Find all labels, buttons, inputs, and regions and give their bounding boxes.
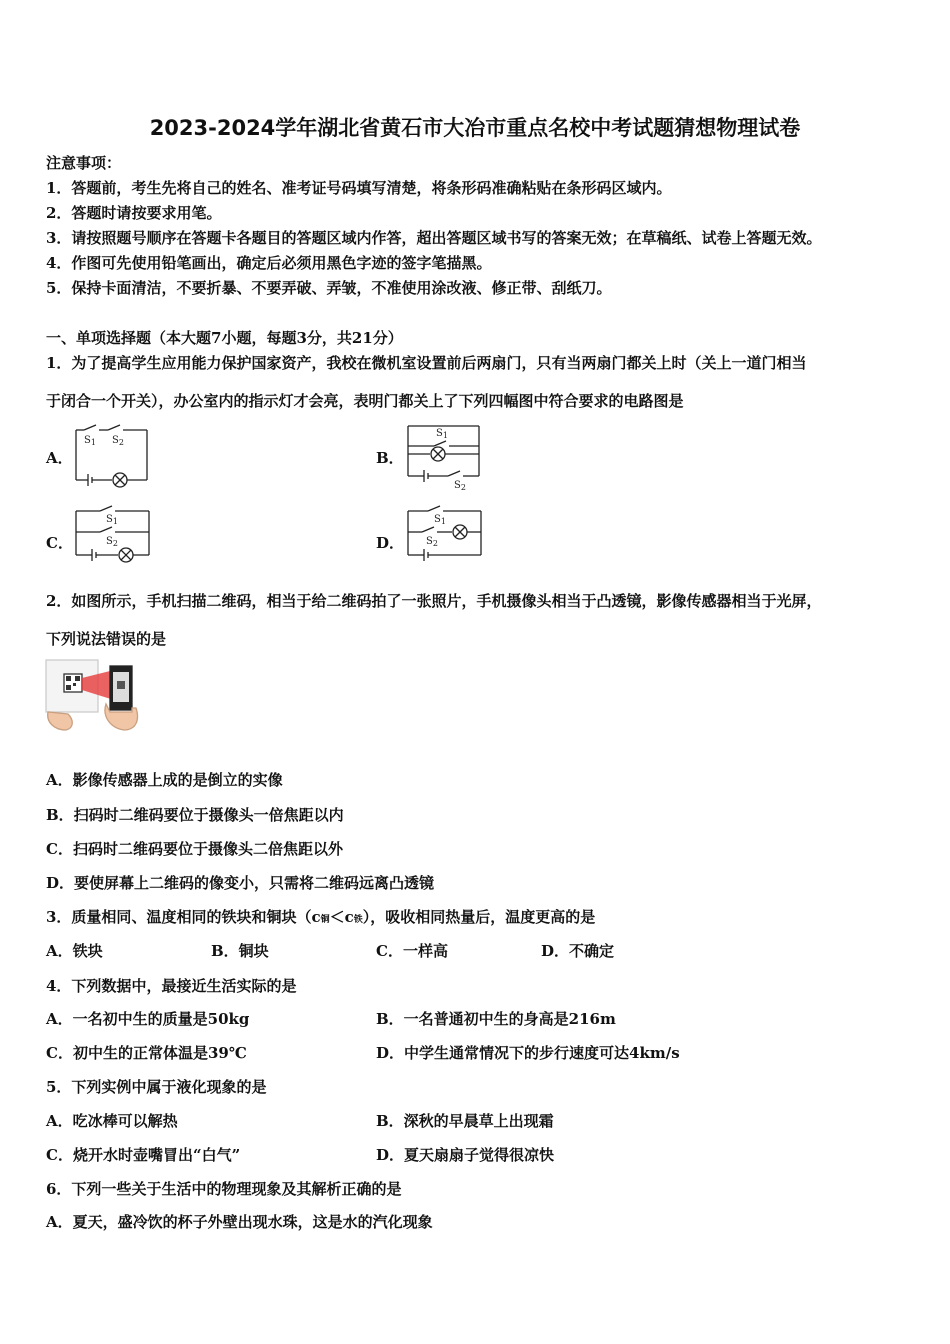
- section-heading: 一、单项选择题（本大题7小题，每题3分，共21分）: [46, 329, 403, 347]
- q2-option-a: A．影像传感器上成的是倒立的实像: [46, 771, 283, 789]
- q5-option-d: D．夏天扇扇子觉得很凉快: [376, 1146, 555, 1164]
- q1-stem-line2: 于闭合一个开关），办公室内的指示灯才会亮，表明门都关上了下列四幅图中符合要求的电路图是: [46, 392, 684, 410]
- q6-stem: 6．下列一些关于生活中的物理现象及其解析正确的是: [46, 1180, 402, 1198]
- q3-option-a: A．铁块: [46, 942, 103, 960]
- q1-option-d-label: D．: [376, 534, 405, 552]
- q2-option-b: B．扫码时二维码要位于摄像头一倍焦距以内: [46, 806, 344, 824]
- notice-item: 3．请按照题号顺序在答题卡各题目的答题区域内作答，超出答题区域书写的答案无效；在草稿纸、试卷上答题无效。: [46, 229, 822, 247]
- q4-option-b: B．一名普通初中生的身高是216m: [376, 1010, 616, 1028]
- q2-option-c: C．扫码时二维码要位于摄像头二倍焦距以外: [46, 840, 343, 858]
- notice-heading: 注意事项：: [46, 154, 122, 172]
- q2-stem-line1: 2．如图所示，手机扫描二维码，相当于给二维码拍了一张照片，手机摄像头相当于凸透镜，影像传感器相当于光屏，: [46, 592, 822, 610]
- switch-s1-label: $S_1$: [84, 435, 96, 447]
- q2-stem-line2: 下列说法错误的是: [46, 630, 167, 648]
- switch-s1-label: $S_1$: [106, 514, 118, 526]
- qr-scan-illustration: [44, 656, 144, 734]
- q5-option-c: C．烧开水时壶嘴冒出“白气”: [46, 1146, 241, 1164]
- q3-option-b: B．铜块: [211, 942, 269, 960]
- q2-option-d: D．要使屏幕上二维码的像变小，只需将二维码远离凸透镜: [46, 874, 435, 892]
- page-title: 2023-2024学年湖北省黄石市大冶市重点名校中考试题猜想物理试卷: [149, 116, 801, 140]
- q5-stem: 5．下列实例中属于液化现象的是: [46, 1078, 267, 1096]
- q4-option-d: D．中学生通常情况下的步行速度可达4km/s: [376, 1044, 680, 1062]
- notice-item: 2．答题时请按要求用笔。: [46, 204, 222, 222]
- circuit-diagram-d: [404, 505, 486, 567]
- switch-s2-label: $S_2$: [454, 480, 466, 490]
- q5-option-a: A．吃冰棒可以解热: [46, 1112, 178, 1130]
- switch-s2-label: $S_2$: [426, 536, 438, 548]
- q6-option-a: A．夏天，盛冷饮的杯子外壁出现水珠，这是水的汽化现象: [46, 1213, 433, 1231]
- switch-s1-label: $S_1$: [436, 428, 448, 440]
- q3-option-c: C．一样高: [376, 942, 448, 960]
- circuit-diagram-c: [72, 505, 154, 567]
- q1-option-c-label: C．: [46, 534, 73, 552]
- circuit-diagram-a: [72, 422, 152, 488]
- circuit-diagram-b: [404, 420, 484, 490]
- q1-stem-line1: 1．为了提高学生应用能力保护国家资产，我校在微机室设置前后两扇门，只有当两扇门都关上时（关上一道门相当: [46, 354, 807, 372]
- q4-option-c: C．初中生的正常体温是39℃: [46, 1044, 247, 1062]
- q5-option-b: B．深秋的早晨草上出现霜: [376, 1112, 554, 1130]
- q4-option-a: A．一名初中生的质量是50kg: [46, 1010, 250, 1028]
- q4-stem: 4．下列数据中，最接近生活实际的是: [46, 977, 297, 995]
- q1-option-a-label: A．: [46, 449, 73, 467]
- q3-option-d: D．不确定: [541, 942, 615, 960]
- switch-s2-label: $S_2$: [112, 435, 124, 447]
- notice-item: 5．保持卡面清洁，不要折暴、不要弄破、弄皱，不准使用涂改液、修正带、刮纸刀。: [46, 279, 612, 297]
- notice-item: 4．作图可先使用铅笔画出，确定后必须用黑色字迹的签字笔描黑。: [46, 254, 492, 272]
- notice-item: 1．答题前，考生先将自己的姓名、准考证号码填写清楚，将条形码准确粘贴在条形码区域内。: [46, 179, 672, 197]
- switch-s2-label: $S_2$: [106, 536, 118, 548]
- q3-stem: 3．质量相同、温度相同的铁块和铜块（c铜＜c铁），吸收相同热量后，温度更高的是: [46, 908, 596, 926]
- q1-option-b-label: B．: [376, 449, 404, 467]
- switch-s1-label: $S_1$: [434, 514, 446, 526]
